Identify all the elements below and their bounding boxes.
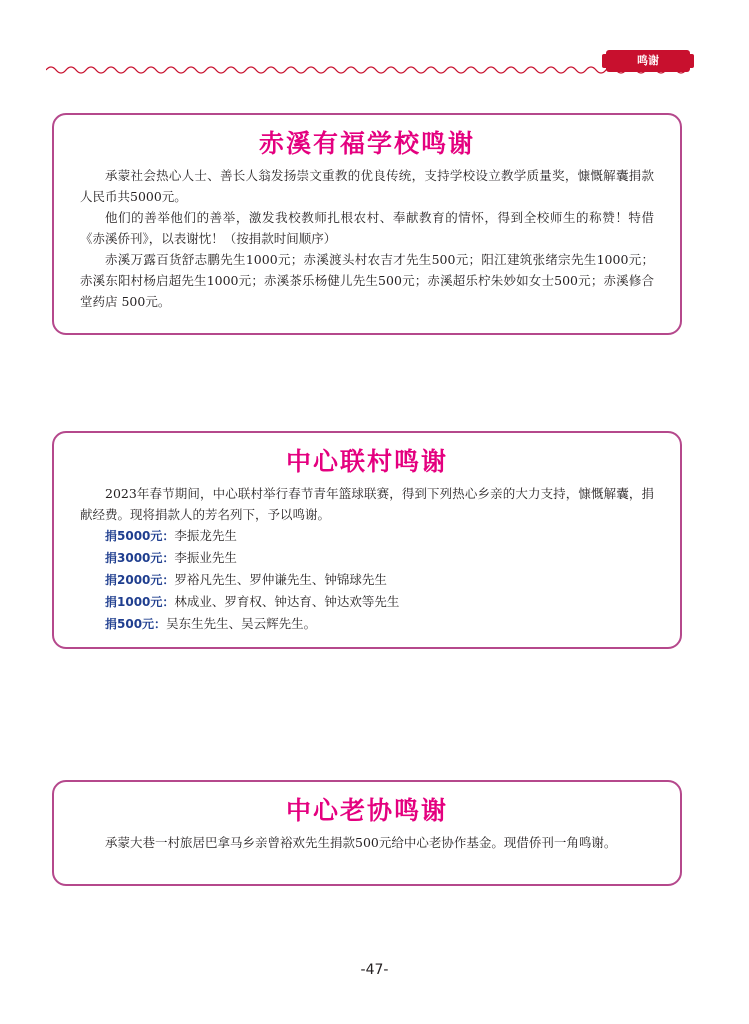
donor-names: 李振龙先生 xyxy=(174,528,237,543)
elderly-association-thanks-paragraph: 承蒙大巷一村旅居巴拿马乡亲曾裕欢先生捐款500元给中心老协作基金。现借侨刊一角鸣谢。 xyxy=(105,835,617,850)
donor-row xyxy=(80,591,654,613)
village-thanks-box xyxy=(52,431,682,649)
donor-amount: 捐3000元： xyxy=(105,551,175,565)
donor-row xyxy=(80,613,654,635)
page-number: -47- xyxy=(360,962,389,978)
donor-row xyxy=(80,547,654,569)
school-thanks-paragraph: 他们的善举他们的善举，激发我校教师扎根农村、奉献教育的情怀，得到全校师生的称赞！特借《赤溪侨刊》，以表谢忱！（按捐款时间顺序） xyxy=(80,210,654,246)
section-tab: 鸣谢 xyxy=(606,50,690,72)
donor-amount: 捐500元： xyxy=(105,617,167,631)
school-thanks-box xyxy=(52,113,682,335)
donor-amount: 捐2000元： xyxy=(105,573,175,587)
school-thanks-title: 赤溪有福学校鸣谢 xyxy=(258,129,475,158)
village-thanks-intro: 2023年春节期间，中心联村举行春节青年篮球联赛，得到下列热心乡亲的大力支持，慷慨解囊，捐献经费。现将捐款人的芳名列下，予以鸣谢。 xyxy=(80,486,654,522)
school-thanks-paragraph: 承蒙社会热心人士、善长人翁发扬崇文重教的优良传统，支持学校设立教学质量奖，慷慨解囊捐款人民币共5000元。 xyxy=(80,168,654,204)
donor-names: 李振业先生 xyxy=(174,550,237,565)
donor-names: 吴东生先生、吴云辉先生。 xyxy=(166,616,317,631)
elderly-association-thanks-title: 中心老协鸣谢 xyxy=(285,796,448,825)
donor-row xyxy=(80,525,654,547)
village-thanks-title: 中心联村鸣谢 xyxy=(285,447,448,476)
school-thanks-paragraph: 赤溪万露百货舒志鹏先生1000元；赤溪渡头村农吉才先生500元；阳江建筑张绪宗先生1000元；赤溪东阳村杨启超先生1000元；赤溪茶乐杨健儿先生500元；赤溪超乐柠朱妙如女士500元；赤溪修合堂药店 500元。 xyxy=(80,252,654,309)
elderly-association-thanks-box xyxy=(52,780,682,886)
donor-amount: 捐1000元： xyxy=(105,595,175,609)
donor-row xyxy=(80,569,654,591)
header-wave-line xyxy=(46,64,690,76)
donor-amount: 捐5000元： xyxy=(105,529,175,543)
donor-names: 罗裕凡先生、罗仲谦先生、钟锦球先生 xyxy=(174,572,387,587)
donor-names: 林成业、罗育权、钟达育、钟达欢等先生 xyxy=(174,594,400,609)
